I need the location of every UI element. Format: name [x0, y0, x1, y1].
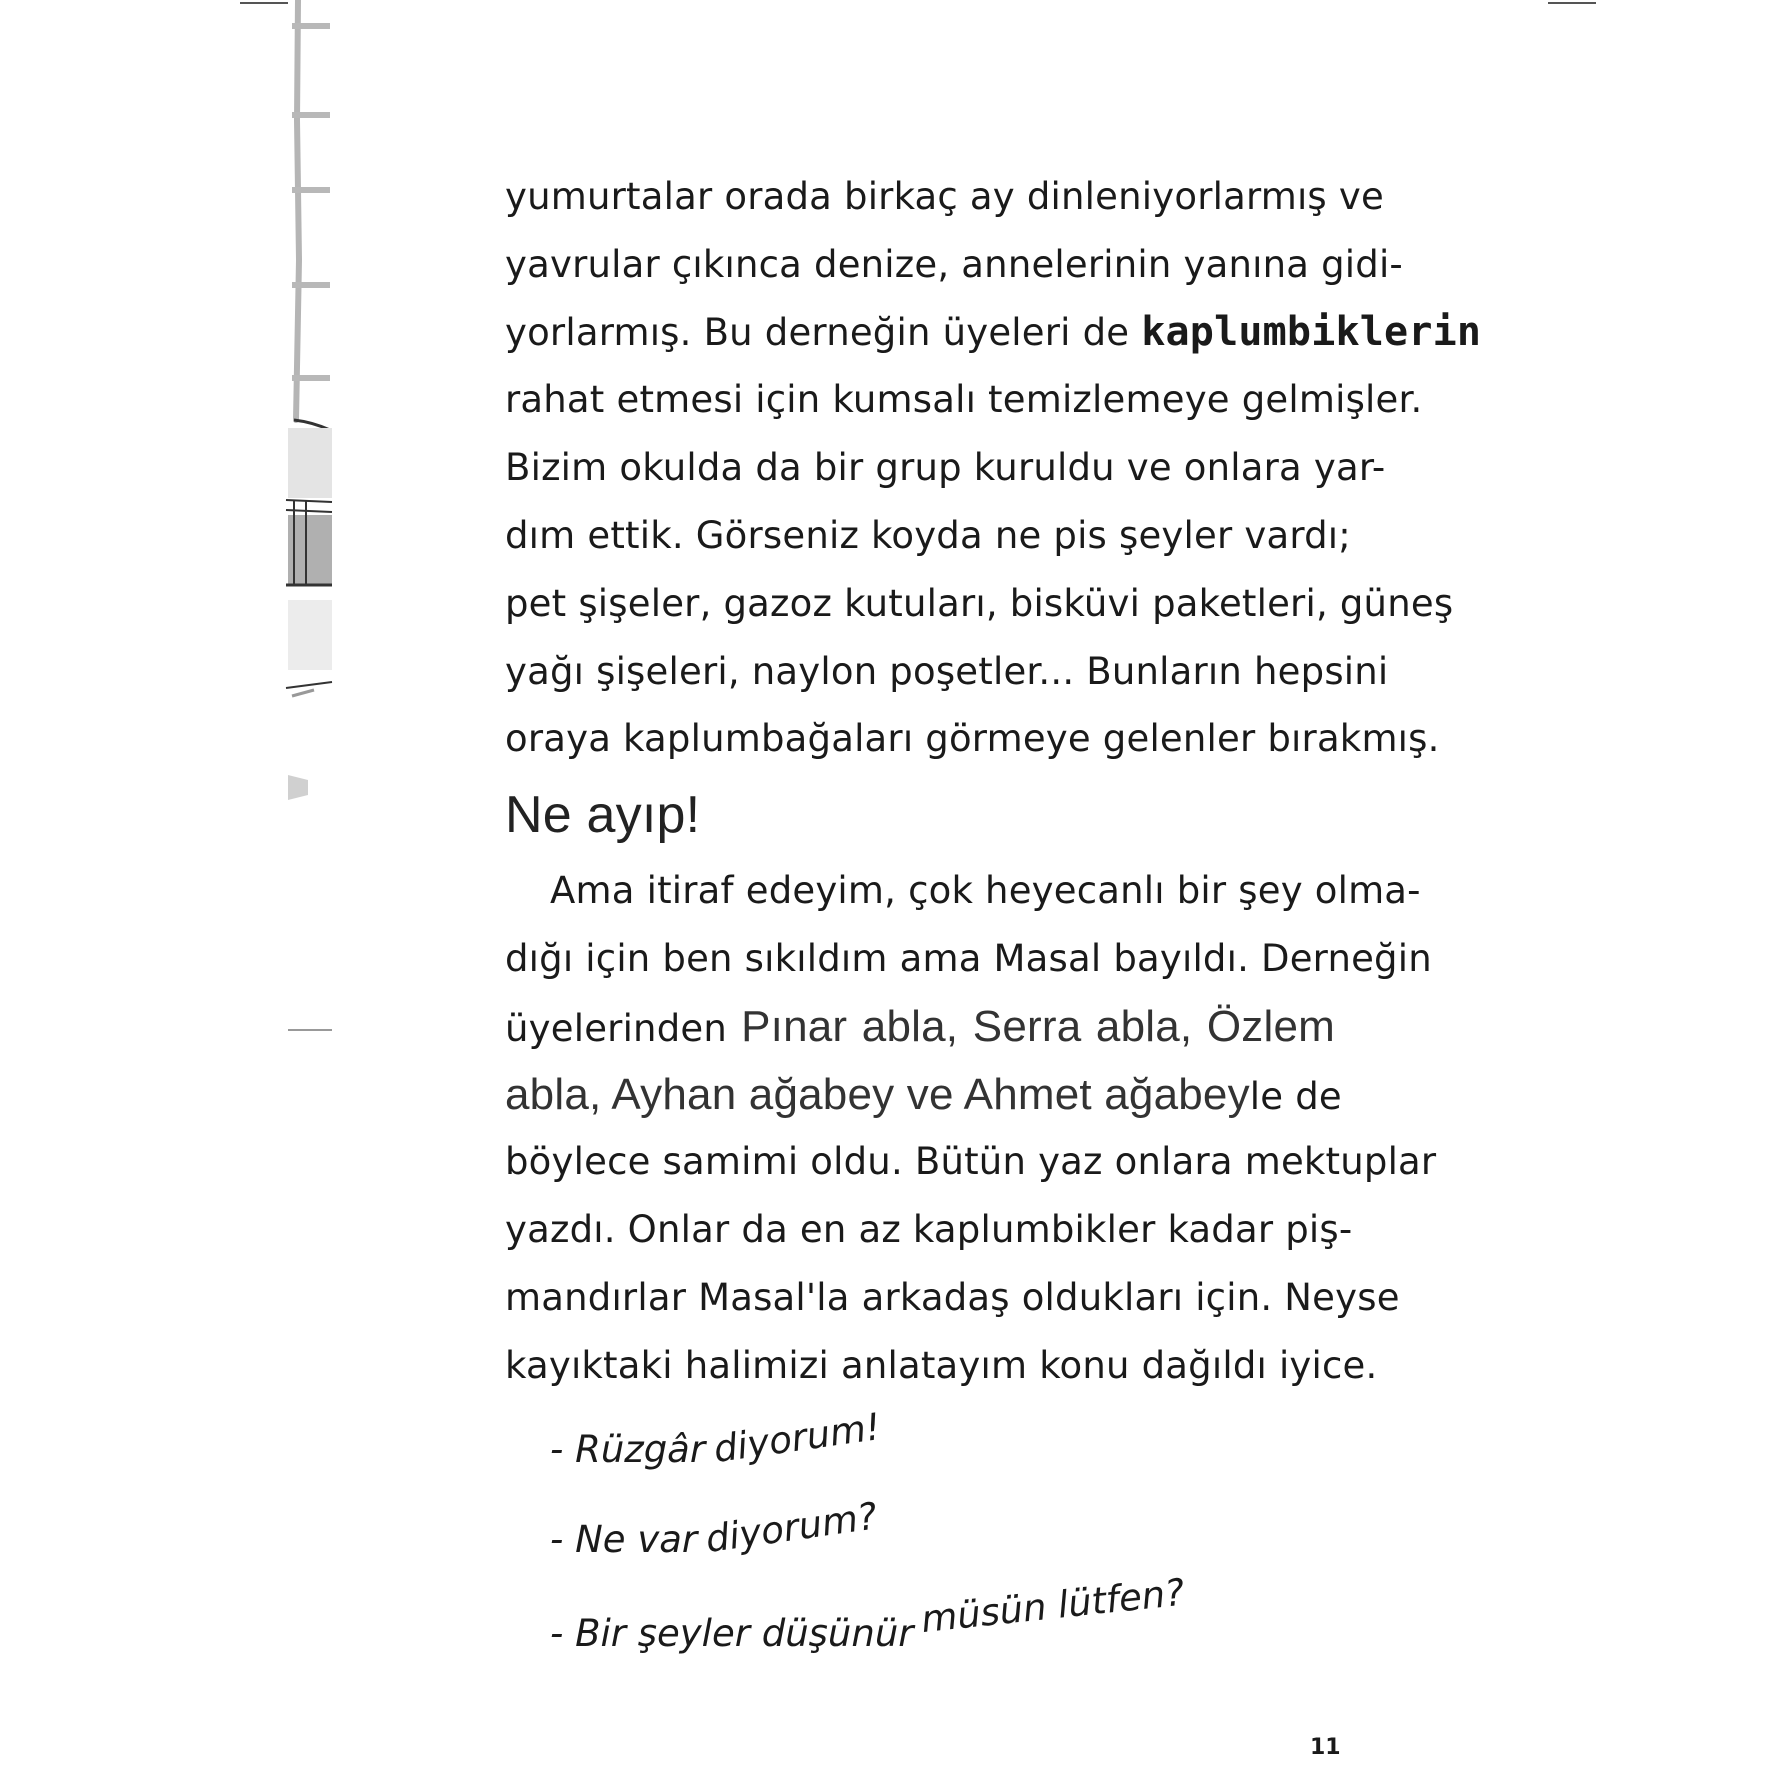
dialogue-line-3: - Bir şeyler düşünür müsün lütfen? — [550, 1570, 1187, 1655]
text-line: yorlarmış. Bu derneğin üyeleri de kaplumbiklerin — [505, 308, 1482, 355]
margin-ladder-illustration — [282, 0, 342, 1050]
names-text: Pınar abla, Serra abla, Özlem — [741, 1001, 1335, 1051]
text-line: rahat etmesi için kumsalı temizlemeye gelmişler. — [505, 378, 1423, 422]
text-line: dım ettik. Görseniz koyda ne pis şeyler vardı; — [505, 513, 1351, 557]
text-line: dığı için ben sıkıldım ama Masal bayıldı. Derneğin — [505, 936, 1432, 980]
text-line: Bizim okulda da bir grup kuruldu ve onlara yar- — [505, 446, 1386, 490]
text-line: yumurtalar orada birkaç ay dinleniyorlarmış ve — [505, 175, 1384, 218]
text-line: yavrular çıkınca denize, annelerinin yanına gidi- — [505, 242, 1403, 286]
text-line: yağı şişeleri, naylon poşetler... Bunların hepsini — [505, 649, 1389, 693]
names-text: abla, Ayhan ağabey ve Ahmet ağabey — [505, 1069, 1250, 1119]
dialogue-line-1: - Rüzgâr diyorum! — [550, 1405, 884, 1471]
exclamation: Ne ayıp! — [505, 786, 701, 845]
text-line: mandırlar Masal'la arkadaş oldukları için. Neyse — [505, 1275, 1400, 1319]
text-line: kayıktaki halimizi anlatayım konu dağıldı iyice. — [505, 1343, 1378, 1387]
emphasis-word: kaplumbiklerin — [1141, 308, 1482, 355]
crop-mark-left — [240, 2, 288, 4]
text-line: abla, Ayhan ağabey ve Ahmet ağabeyle de — [505, 1069, 1342, 1119]
dialogue-line-2: - Ne var diyorum? — [550, 1494, 880, 1561]
crop-mark-right — [1548, 2, 1596, 4]
page-number: 11 — [1310, 1735, 1341, 1760]
text-line — [505, 773, 1335, 857]
text-line: üyelerinden Pınar abla, Serra abla, Özlem — [505, 1001, 1335, 1051]
text-line: oraya kaplumbağaları görmeye gelenler bırakmış. — [505, 717, 1440, 761]
body-text — [505, 163, 1482, 1400]
text-line: pet şişeler, gazoz kutuları, bisküvi paketleri, güneş — [505, 581, 1454, 625]
text-line: böylece samimi oldu. Bütün yaz onlara mektuplar — [505, 1140, 1437, 1184]
text-line: yazdı. Onlar da en az kaplumbikler kadar piş- — [505, 1208, 1353, 1252]
text-line: Ama itiraf edeyim, çok heyecanlı bir şey olma- — [550, 869, 1421, 913]
